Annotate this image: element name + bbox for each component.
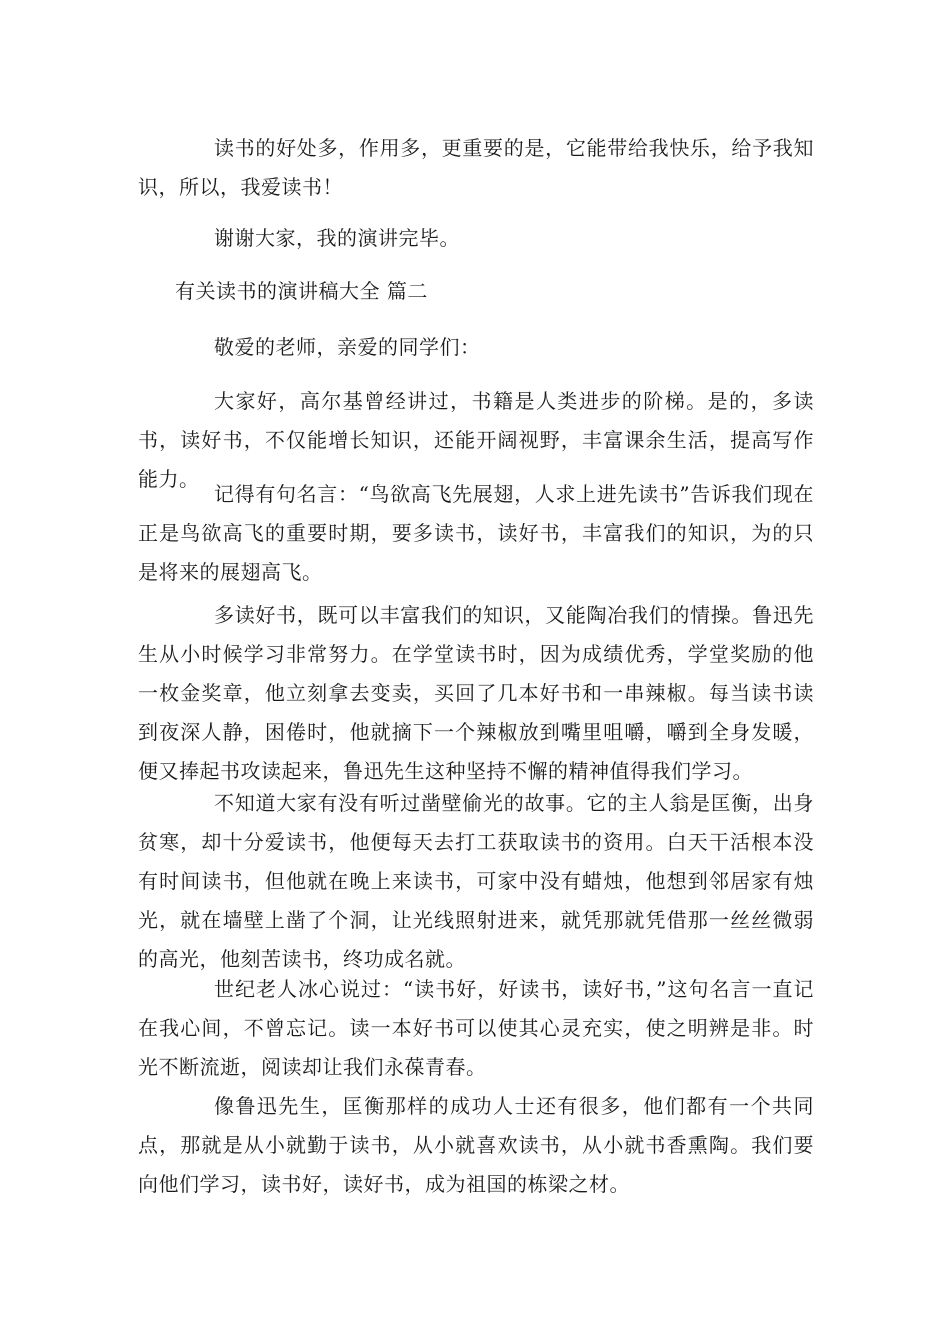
paragraph-greeting: 敬爱的老师，亲爱的同学们： [214,335,481,359]
paragraph-famous-saying: 记得有句名言：“鸟欲高飞先展翅，人求上进先读书”告诉我们现在正是鸟欲高飞的重要时期，要多读书，读好书，丰富我们的知识，为的只是将来的展翅高飞。 [138,482,814,584]
paragraph-reading-benefits: 读书的好处多，作用多，更重要的是，它能带给我快乐，给予我知识，所以，我爱读书！ [138,136,814,199]
paragraph-thanks: 谢谢大家，我的演讲完毕。 [214,226,460,250]
paragraph-bing-xin: 世纪老人冰心说过：“读书好，好读书，读好书，”这句名言一直记在我心间，不曾忘记。读一本好书可以使其心灵充实，使之明辨是非。时光不断流逝，阅读却让我们永葆青春。 [138,977,814,1079]
paragraph-kuang-heng: 不知道大家有没有听过凿壁偷光的故事。它的主人翁是匡衡，出身贫寒，却十分爱读书，他便每天去打工获取读书的资用。白天干活根本没有时间读书，但他就在晚上来读书，可家中没有蜡烛，他想到邻居家有烛光，就在墙壁上凿了个洞，让光线照射进来，就凭那就凭借那一丝丝微弱的高光，他刻苦读书，终功成名就。 [138,791,814,971]
paragraph-lu-xun: 多读好书，既可以丰富我们的知识，又能陶冶我们的情操。鲁迅先生从小时候学习非常努力。在学堂读书时，因为成绩优秀，学堂奖励的他一枚金奖章，他立刻拿去变卖，买回了几本好书和一串辣椒。每当读书读到夜深人静，困倦时，他就摘下一个辣椒放到嘴里咀嚼，嚼到全身发暖，便又捧起书攻读起来，鲁迅先生这种坚持不懈的精神值得我们学习。 [138,603,814,783]
paragraph-gorky: 大家好，高尔基曾经讲过，书籍是人类进步的阶梯。是的，多读书，读好书，不仅能增长知识，还能开阔视野，丰富课余生活，提高写作能力。 [138,389,814,491]
paragraph-conclusion: 像鲁迅先生，匡衡那样的成功人士还有很多，他们都有一个共同点，那就是从小就勤于读书，从小就喜欢读书，从小就书香熏陶。我们要向他们学习，读书好，读好书，成为祖国的栋梁之材。 [138,1094,814,1196]
section-heading: 有关读书的演讲稿大全 篇二 [175,279,428,303]
